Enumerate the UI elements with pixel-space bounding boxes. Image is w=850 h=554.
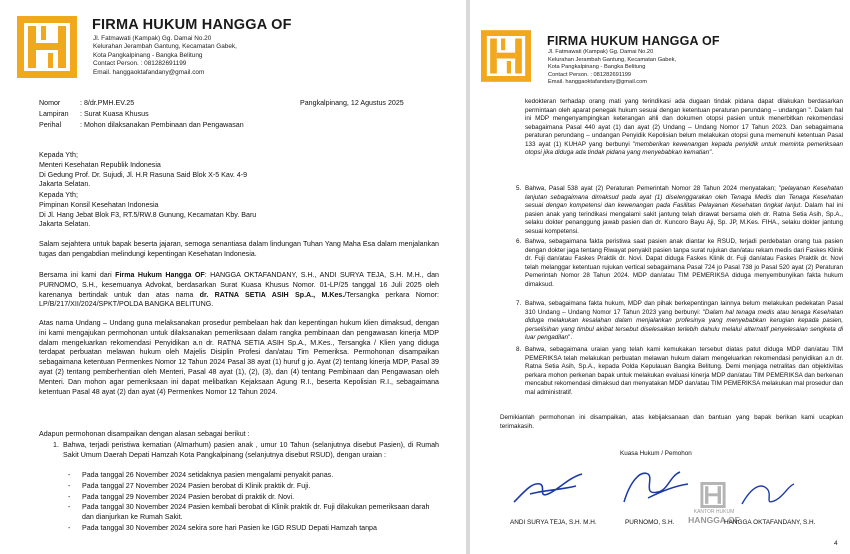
- reason-item-5: [525, 185, 843, 236]
- stamp-text: KANTOR HUKUM: [693, 509, 735, 515]
- timeline-entry: Pada tanggal 27 November 2024 Pasien berobat di Klinik praktik dr. Fuji.: [82, 481, 311, 490]
- perihal-label: Perihal: [39, 121, 62, 129]
- lampiran-label: Lampiran: [39, 110, 69, 118]
- address-line: Kota Pangkalpinang - Bangka Belitung: [93, 51, 203, 59]
- stamp-logo-icon: [700, 482, 726, 508]
- client-name: dr. RATNA SETIA ASIH Sp.A., M.Kes.: [199, 290, 345, 299]
- closing-paragraph: Demikianlah permohonan ini disampaikan, atas kebijaksanaan dan bantuan yang bapak berikan kami ucapkan terimakasih.: [500, 414, 843, 430]
- perihal-value: : Mohon dilaksanakan Pembinaan dan Pengawasan: [80, 121, 244, 129]
- address-line: Kota Pangkalpinang - Bangka Belitung: [548, 64, 646, 71]
- signatory-2: PURNOMO, S.H.: [625, 519, 675, 526]
- request-paragraph: Atas nama Undang – Undang guna melaksanakan prosedur pembelaan hak dan kepentingan hukum klien dimaksud, dengan ini kami mengajukan permohonan untuk dilaksanakan pemeriksaan dalam rangka pembinaan dan pengawasan kinerja MDP dalam mengeluarkan rekomendasi Penyidikan a.n dr. RATNA SETIA ASIH Sp.A., M.Kes., Tersangka / Klien yang diduga terdapat perbuatan melawan hukum oleh Majelis Disiplin Profesi dan/atau Tim Pemeriksa. Permohonan disampaikan sebagaimana ketentuan Permenkes Nomor 12 Tahun 2024 Pasal 38 ayat (1) huruf g jo. Ayat (2) tentang kinerja MDP, Pasal 39 ayat (2) tentang pemberhentian oleh Menteri, Pasal 48 ayat (1), (2), (3), dan (4) tentang Pembinaan dan Pengawasan oleh Menteri. Dan mohon agar pemeriksaan ini dapat melibatkan Kejaksaan Agung R.I., beserta Kepolisian R.I., sebagaimana ketentuan Pasal 48 ayat (2) dan ayat (4) Permenkes Nomor 12 Tahun 2024.: [39, 319, 439, 396]
- signature-3: [738, 476, 798, 512]
- recipient-line: Menteri Kesehatan Republik Indonesia: [39, 160, 161, 169]
- reasons-intro: Adapun permohonan disampaikan dengan alasan sebagai berikut :: [39, 430, 250, 438]
- contact-person: Contact Person. : 081282691199: [93, 60, 187, 68]
- intro-text: : HANGGA OKTAFANDANY, S.H., ANDI SURYA TEJA, S.H. M.H., dan PURNOMO, S.H., kesemuanya Advokat, berdasarkan Surat Kuasa Khusus Nomor. 01-LP/25 tanggal 16 Juli 2025 oleh karenanya bertindak untuk dan atas nama: [39, 271, 439, 299]
- recipient-line: Jakarta Selatan.: [39, 180, 91, 189]
- reason-item-8: Bahwa, sebagaimana uraian yang telah kami kemukakan tersebut diatas patut diduga MDP dan/atau TIM PEMERIKSA telah melakukan perbuatan melawan hukum dalam mengeluarkan rekomendasi penyidikan a.n dr. Ratna Setia Asih, Sp.A., kepada Polda Kepulauan Bangka Belitung. Demi menjaga netralitas dan objektivitas perkara mohon perkenan bapak untuk melakukan evaluasi kinerja MDP dan/atau TIM PEMERIKSA dan berkenan mencabut rekomendasi dimaksud dan menyatakan MDP dan/atau TIM PEMERIKSA melakukan mal prosedur dan mal administratif.: [525, 346, 843, 396]
- body-text: ". Dalam hal ini MDP mengenyampingkan keterangan ahli dan dokumen otopsi pasien untuk menerbitkan rekomendasi sebagaimana Pasal 440 ayat (1) dan ayat (2) Undang – Undang Nomor 17 Tahun 2023. Dan sebagaimana peraturan perundang – undangan Penyidik Kepolisian belum melakukan otopsi guna memenuhi ketentuan Pasal 133 ayat (1) KUHAP yang berbunyi: [525, 106, 843, 148]
- recipient-line: Kepada Yth;: [39, 191, 78, 199]
- kuasa-label: Kuasa Hukum / Pemohon: [620, 450, 692, 457]
- reason-item-7: [525, 300, 843, 343]
- firm-name-inline: Firma Hukum Hangga OF: [115, 271, 205, 279]
- recipient-line: Di Gedung Prof. Dr. Sujudi, Jl. H.R Rasuna Said Blok X-5 Kav. 4-9: [39, 170, 248, 179]
- list-item: [68, 482, 440, 492]
- item-number: 8.: [516, 346, 522, 353]
- firm-address: [93, 35, 237, 77]
- firm-email: Email. hanggaoktafandany@gmail.com: [93, 68, 205, 76]
- timeline-entry: Pada tanggal 30 November 2024 sekira sore hari Pasien ke IGD RSUD Depati Hamzah tanpa: [82, 523, 377, 532]
- contact-person: Contact Person. : 081282691199: [548, 71, 632, 78]
- intro-paragraph: [39, 271, 439, 310]
- stamp-name: HANGGA OF: [688, 515, 740, 525]
- case-number: /Tersangka perkara Nomor: LP/B/217/XII/2024/SPKT/POLDA BANGKA BELITUNG.: [39, 290, 439, 309]
- item-number: 7.: [516, 300, 522, 307]
- letter-page-2: [470, 0, 850, 554]
- firm-name: FIRMA HUKUM HANGGA OF: [92, 17, 292, 33]
- body-text: Bahwa, sebagaimana fakta hukum, MDP dan pihak berkepentingan lainnya belum melakukan pedekatan Pasal 310 Undang – Undang Nomor 17 Tahun 2023 yang berbunyi:: [525, 300, 843, 316]
- signature-2: [618, 462, 693, 510]
- recipient-1: [39, 151, 247, 190]
- reason-item-6: Bahwa, sebagaimana fakta peristiwa saat pasien anak diantar ke RSUD, terjadi perdebatan orang tua pasien dengan dokter jaga tentang Riwayat penyakit pasien tanpa surat rujukan dan/atau rekam medis dari Faskes Klinik dr. Fuji dan/atau Faskes Praktik dr. Novi. Dapat diduga Faskes Klinik dr. Fuji dan/atau Faskes Praktik dr. Novi telah melanggar ketentuan rujukan vertical sebagaimana Pasal 724 jo Pasal 738 jo Pasal 520 ayat (2) Peraturan Pemerintah Nomor 28 Tahun 2024. MDP dan/atau TIM PEMERIKSA diduga menyembunyikan fakta hukum dimaksud.: [525, 238, 843, 288]
- recipient-2: [39, 191, 256, 230]
- list-item: [68, 471, 440, 481]
- recipient-line: Pimpinan Konsil Kesehatan Indonesia: [39, 200, 159, 209]
- body-text: Bahwa, Pasal 538 ayat (2) Peraturan Pemerintah Nomor 28 Tahun 2024 menyatakan;: [525, 185, 779, 192]
- item-number: 5.: [516, 185, 522, 192]
- recipient-line: Di Jl. Hang Jebat Blok F3, RT.5/RW.8 Gunung, Kecamatan Kby. Baru: [39, 210, 257, 219]
- list-item: [68, 524, 440, 534]
- bullet: -: [68, 523, 71, 532]
- bullet: -: [68, 492, 71, 501]
- page-number: 4: [834, 540, 838, 547]
- address-line: Kelurahan Jerambah Gantung, Kecamatan Gabek,: [93, 43, 237, 51]
- bullet: -: [68, 503, 71, 512]
- list-item: [68, 493, 440, 503]
- greeting-paragraph: Salam sejahtera untuk bapak beserta jajaran, semoga senantiasa dalam lindungan Tuhan Yang Maha Esa dalam menjalankan tugas dan pengabdian melindungi kepentingan Kesehatan Indonesia.: [39, 240, 439, 258]
- body-text: . Dalam hal ini pasien anak yang terindikasi mengalami sakit jantung telah dirawat bersama oleh dr. Ratna Setia Asih, Sp.A., selaku dokter penanggung jawab pasien dan dr. Kuncoro Bayu Aji, Sp. JP, M.Kes. FIHA., selaku dokter jantung sesuai kompetensi.: [525, 202, 843, 235]
- firm-email: Email. hanggaoktafandany@gmail.com: [548, 79, 648, 86]
- firm-name: FIRMA HUKUM HANGGA OF: [547, 34, 720, 48]
- signatory-1: ANDI SURYA TEJA, S.H. M.H.: [510, 519, 597, 526]
- bullet: -: [68, 471, 71, 479]
- list-item: [68, 503, 440, 523]
- firm-address: [548, 49, 676, 87]
- bullet: -: [68, 481, 71, 490]
- nomor-value: : 8/dr.PMH.EV.25: [80, 99, 135, 107]
- timeline-entry: Pada tanggal 26 November 2024 setidaknya pasien mengalami penyakit panas.: [82, 471, 334, 479]
- quoted-text: "Dalam hal tenaga medis atau tenaga Kesehatan diduga melakukan kesalahan dalam menjalankan profesinya yang menyebabkan kerugian kepada pasien, perselisihan yang timbul akibat tersebut diselesaikan terlebih dahulu melalui alternatif penyelesaian sengketa di luar pengadilan: [525, 308, 844, 341]
- item-number: 6.: [516, 238, 522, 245]
- address-line: Jl. Fatmawati (Kampak) Gg. Damai No.20: [548, 49, 654, 55]
- timeline-entry: Pada tanggal 29 November 2024 Pasien berobat di praktik dr. Novi.: [82, 492, 295, 501]
- recipient-line: Kepada Yth;: [39, 151, 78, 159]
- body-text: kedokteran terhadap orang mati yang terindikasi ada dugaan tindak pidana dapat dilakukan berdasarkan permintaan oleh aparat penegak hukum sesuai dengan ketentuan peraturan perundang – undangan: [525, 98, 843, 114]
- firm-logo-icon: [481, 30, 531, 82]
- continuation-paragraph: [525, 98, 843, 158]
- quoted-text: "memberikan kewenangan kepada penyidik untuk meminta pemeriksaan otopsi jika diduga ada tindak pidana yang menyebabkan kematian": [525, 140, 843, 156]
- nomor-label: Nomor: [39, 99, 61, 107]
- address-line: Kelurahan Jerambah Gantung, Kecamatan Gabek,: [548, 56, 677, 63]
- intro-text: Bersama ini kami dari: [39, 271, 116, 279]
- body-text: ".: [568, 334, 573, 341]
- address-line: Jl. Fatmawati (Kampak) Gg. Damai No.20: [93, 35, 212, 42]
- lampiran-value: : Surat Kuasa Khusus: [80, 110, 149, 118]
- quoted-text: "pelayanan Kesehatan lanjutan sebagaimana dimaksud pada ayat (1) diselenggarakan oleh Tenaga Medis dan Tenaga Kesehatan sesuai dengan kompetensi dan kewenangan pada Fasilitas Pelayanan Kesehatan tingkat lanjut: [525, 185, 843, 209]
- body-text: .: [711, 149, 714, 156]
- place-date: Pangkalpinang, 12 Agustus 2025: [300, 99, 404, 107]
- recipient-line: Jakarta Selatan.: [39, 220, 91, 229]
- timeline-entry: Pada tanggal 30 November 2024 Pasien kembali berobat di Klinik praktik dr. Fuji dilakukan pemeriksaan darah dan dianjurkan ke Rumah Sakit.: [82, 503, 430, 522]
- signature-1: [510, 468, 590, 508]
- timeline-list: [68, 471, 440, 534]
- signatory-3: HANGGA OKTAFANDANY, S.H.: [724, 519, 816, 526]
- reason-item-1: Bahwa, terjadi peristiwa kematian (Almarhum) pasien anak , umur 10 Tahun (selanjutnya disebut Pasien), di Rumah Sakit Umum Daerah Depati Hamzah Kota Pangkalpinang (selanjutnya disebut RSUD), dengan uraian :: [63, 441, 439, 459]
- firm-logo-icon: [17, 16, 77, 78]
- item-number: 1.: [53, 441, 59, 449]
